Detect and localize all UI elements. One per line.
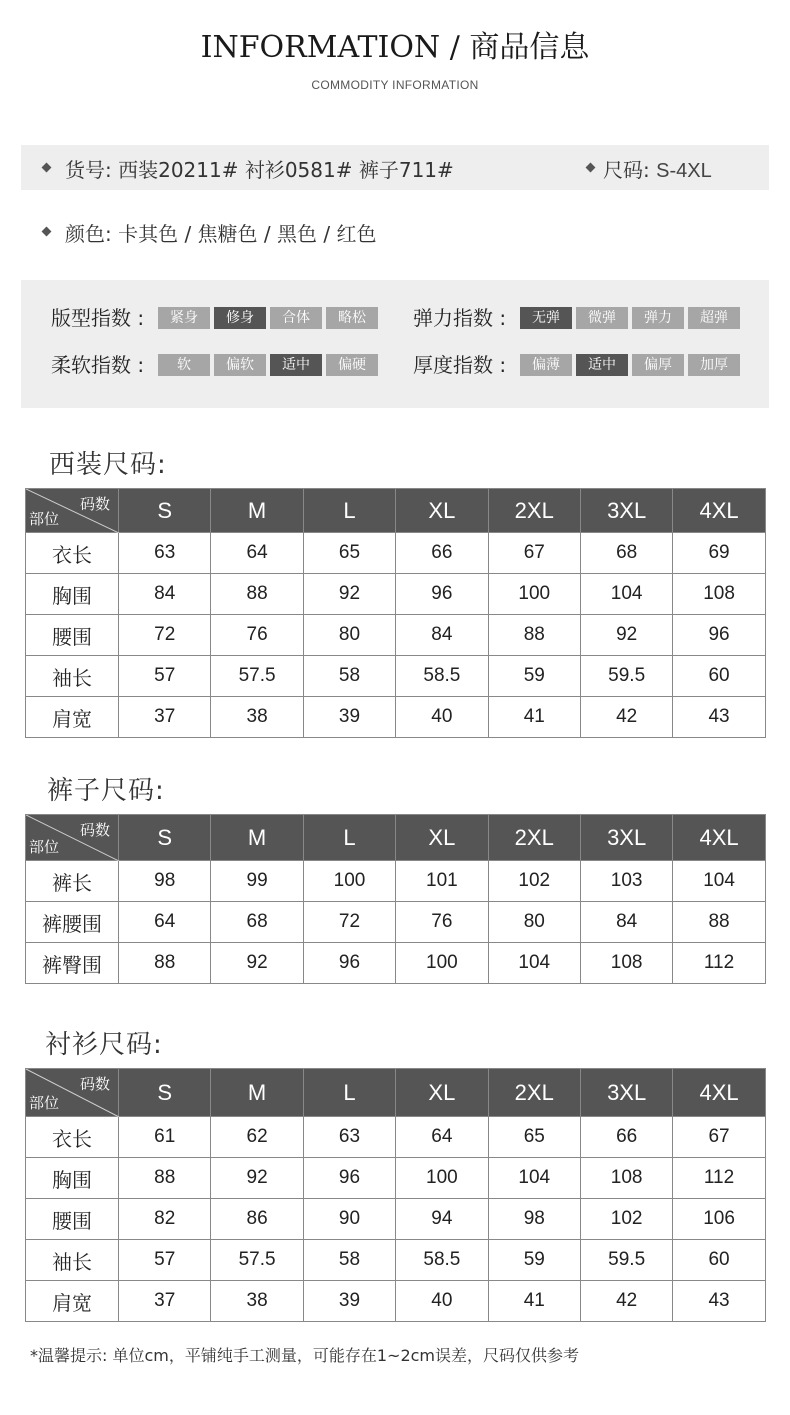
size-header-cell: 3XL [580, 1069, 672, 1117]
suit-size-title: 西装尺码: [49, 450, 167, 480]
table-cell: 65 [303, 533, 395, 574]
size-header-cell: 4XL [673, 489, 765, 533]
table-cell: 82 [119, 1199, 211, 1240]
row-part-label: 袖长 [26, 656, 119, 697]
size-header-cell: 2XL [488, 489, 580, 533]
size-header-cell: S [119, 489, 211, 533]
table-cell: 40 [396, 697, 488, 738]
table-cell: 59 [488, 656, 580, 697]
table-cell: 100 [303, 861, 395, 902]
table-cell: 86 [211, 1199, 303, 1240]
size-header-cell: L [303, 1069, 395, 1117]
size-header-cell: 2XL [488, 1069, 580, 1117]
shirt-size-title: 衬衫尺码: [45, 1030, 163, 1060]
corner-part-label: 部位 [29, 838, 60, 856]
table-row [26, 1281, 766, 1322]
table-row [26, 902, 766, 943]
table-cell: 99 [211, 861, 303, 902]
suit-size-table [25, 488, 766, 738]
table-cell: 112 [673, 1158, 765, 1199]
table-cell: 88 [211, 574, 303, 615]
table-cell: 64 [396, 1117, 488, 1158]
index-label: 柔软指数 : [51, 353, 145, 377]
page-header [0, 22, 790, 92]
table-cell: 68 [580, 533, 672, 574]
size-header-cell: XL [396, 815, 488, 861]
table-cell: 108 [580, 943, 672, 984]
table-cell: 80 [303, 615, 395, 656]
table-cell: 59 [488, 1240, 580, 1281]
table-cell: 92 [211, 1158, 303, 1199]
index-option-chip: 加厚 [688, 354, 740, 376]
row-part-label: 衣长 [26, 1117, 119, 1158]
table-cell: 66 [396, 533, 488, 574]
table-cell: 63 [303, 1117, 395, 1158]
size-header-cell: L [303, 815, 395, 861]
table-cell: 42 [580, 697, 672, 738]
table-cell: 88 [673, 902, 765, 943]
table-cell: 65 [488, 1117, 580, 1158]
size-header-cell: 2XL [488, 815, 580, 861]
index-option-chip: 弹力 [632, 307, 684, 329]
table-cell: 76 [211, 615, 303, 656]
corner-part-label: 部位 [29, 510, 60, 528]
table-cell: 76 [396, 902, 488, 943]
table-cell: 102 [488, 861, 580, 902]
size-header-cell: 4XL [673, 815, 765, 861]
corner-part-label: 部位 [29, 1094, 60, 1112]
table-cell: 62 [211, 1117, 303, 1158]
table-cell: 103 [580, 861, 672, 902]
index-option-chip: 略松 [326, 307, 378, 329]
diamond-bullet-icon [586, 163, 596, 173]
table-cell: 104 [488, 943, 580, 984]
table-cell: 101 [396, 861, 488, 902]
table-row [26, 533, 766, 574]
row-part-label: 腰围 [26, 1199, 119, 1240]
item-number: 货号: 西装20211# 衬衫0581# 裤子711# [65, 158, 454, 182]
table-cell: 68 [211, 902, 303, 943]
size-header-cell: M [211, 815, 303, 861]
table-row [26, 697, 766, 738]
table-cell: 108 [580, 1158, 672, 1199]
index-option-chip: 修身 [214, 307, 266, 329]
index-option-chip: 无弹 [520, 307, 572, 329]
index-label: 版型指数 : [51, 306, 145, 330]
fabric-index-panel [21, 280, 769, 408]
index-option-chip: 适中 [270, 354, 322, 376]
table-cell: 60 [673, 656, 765, 697]
table-cell: 94 [396, 1199, 488, 1240]
size-header-cell: XL [396, 1069, 488, 1117]
table-cell: 84 [396, 615, 488, 656]
table-cell: 39 [303, 697, 395, 738]
size-header-row [26, 815, 766, 861]
table-row [26, 1199, 766, 1240]
table-cell: 92 [211, 943, 303, 984]
row-part-label: 胸围 [26, 574, 119, 615]
diamond-bullet-icon [42, 227, 52, 237]
table-cell: 58.5 [396, 1240, 488, 1281]
index-option-chip: 紧身 [158, 307, 210, 329]
size-range-value: S-4XL [656, 160, 712, 182]
table-cell: 58.5 [396, 656, 488, 697]
table-cell: 41 [488, 1281, 580, 1322]
table-cell: 64 [211, 533, 303, 574]
index-option-chip: 偏薄 [520, 354, 572, 376]
row-part-label: 裤腰围 [26, 902, 119, 943]
table-cell: 84 [119, 574, 211, 615]
row-part-label: 胸围 [26, 1158, 119, 1199]
table-cell: 104 [488, 1158, 580, 1199]
table-cell: 39 [303, 1281, 395, 1322]
size-header-cell: L [303, 489, 395, 533]
table-cell: 112 [673, 943, 765, 984]
table-cell: 84 [580, 902, 672, 943]
table-cell: 42 [580, 1281, 672, 1322]
table-cell: 60 [673, 1240, 765, 1281]
table-cell: 67 [488, 533, 580, 574]
table-cell: 61 [119, 1117, 211, 1158]
table-cell: 90 [303, 1199, 395, 1240]
table-cell: 100 [396, 943, 488, 984]
diamond-bullet-icon [42, 163, 52, 173]
table-cell: 59.5 [580, 656, 672, 697]
table-cell: 104 [673, 861, 765, 902]
table-cell: 92 [303, 574, 395, 615]
table-cell: 88 [488, 615, 580, 656]
row-part-label: 肩宽 [26, 1281, 119, 1322]
index-option-chip: 软 [158, 354, 210, 376]
table-cell: 63 [119, 533, 211, 574]
table-row [26, 1240, 766, 1281]
size-header-cell: M [211, 489, 303, 533]
table-cell: 38 [211, 1281, 303, 1322]
measurement-note: *温馨提示: 单位cm，平铺纯手工测量，可能存在1~2cm误差，尺码仅供参考 [30, 1346, 580, 1365]
table-cell: 100 [488, 574, 580, 615]
row-part-label: 衣长 [26, 533, 119, 574]
table-row [26, 861, 766, 902]
table-cell: 98 [488, 1199, 580, 1240]
table-cell: 98 [119, 861, 211, 902]
table-cell: 43 [673, 1281, 765, 1322]
index-option-chip: 偏软 [214, 354, 266, 376]
table-cell: 108 [673, 574, 765, 615]
table-cell: 57 [119, 656, 211, 697]
row-part-label: 裤臀围 [26, 943, 119, 984]
index-option-chip: 合体 [270, 307, 322, 329]
table-cell: 100 [396, 1158, 488, 1199]
corner-header-cell [26, 815, 119, 861]
index-label: 厚度指数 : [413, 353, 507, 377]
table-cell: 59.5 [580, 1240, 672, 1281]
table-cell: 58 [303, 656, 395, 697]
size-header-cell: S [119, 1069, 211, 1117]
table-cell: 104 [580, 574, 672, 615]
size-header-cell: 4XL [673, 1069, 765, 1117]
table-row [26, 656, 766, 697]
corner-header-cell [26, 1069, 119, 1117]
row-part-label: 腰围 [26, 615, 119, 656]
table-cell: 88 [119, 1158, 211, 1199]
table-cell: 58 [303, 1240, 395, 1281]
size-range [603, 154, 712, 183]
corner-size-label: 码数 [79, 1075, 110, 1093]
table-cell: 96 [303, 943, 395, 984]
table-cell: 40 [396, 1281, 488, 1322]
pants-size-table [25, 814, 766, 984]
index-option-chip: 适中 [576, 354, 628, 376]
table-cell: 92 [580, 615, 672, 656]
table-row [26, 574, 766, 615]
corner-size-label: 码数 [79, 495, 110, 513]
size-header-row [26, 1069, 766, 1117]
table-cell: 88 [119, 943, 211, 984]
table-row [26, 615, 766, 656]
table-cell: 72 [303, 902, 395, 943]
size-range-label: 尺码: [603, 158, 657, 182]
index-label: 弹力指数 : [413, 306, 507, 330]
index-option-chip: 偏硬 [326, 354, 378, 376]
table-row [26, 943, 766, 984]
table-row [26, 1158, 766, 1199]
corner-header-cell [26, 489, 119, 533]
table-row [26, 1117, 766, 1158]
table-cell: 57.5 [211, 656, 303, 697]
item-info-bar [21, 145, 769, 190]
page-subtitle: COMMODITY INFORMATION [311, 78, 479, 92]
size-header-row [26, 489, 766, 533]
shirt-size-table [25, 1068, 766, 1322]
table-cell: 106 [673, 1199, 765, 1240]
index-option-chip: 偏厚 [632, 354, 684, 376]
index-option-chip: 超弹 [688, 307, 740, 329]
table-cell: 57.5 [211, 1240, 303, 1281]
table-cell: 69 [673, 533, 765, 574]
pants-size-title: 裤子尺码: [47, 776, 165, 806]
table-cell: 38 [211, 697, 303, 738]
row-part-label: 袖长 [26, 1240, 119, 1281]
table-cell: 37 [119, 697, 211, 738]
table-cell: 64 [119, 902, 211, 943]
table-cell: 96 [396, 574, 488, 615]
row-part-label: 裤长 [26, 861, 119, 902]
table-cell: 96 [673, 615, 765, 656]
size-header-cell: XL [396, 489, 488, 533]
table-cell: 80 [488, 902, 580, 943]
size-header-cell: 3XL [580, 489, 672, 533]
table-cell: 57 [119, 1240, 211, 1281]
size-header-cell: 3XL [580, 815, 672, 861]
table-cell: 96 [303, 1158, 395, 1199]
size-header-cell: M [211, 1069, 303, 1117]
table-cell: 43 [673, 697, 765, 738]
corner-size-label: 码数 [79, 821, 110, 839]
size-header-cell: S [119, 815, 211, 861]
table-cell: 37 [119, 1281, 211, 1322]
index-option-chip: 微弹 [576, 307, 628, 329]
table-cell: 67 [673, 1117, 765, 1158]
page-title: INFORMATION / 商品信息 [200, 30, 590, 65]
table-cell: 72 [119, 615, 211, 656]
table-cell: 66 [580, 1117, 672, 1158]
table-cell: 102 [580, 1199, 672, 1240]
color-options: 颜色: 卡其色 / 焦糖色 / 黑色 / 红色 [65, 222, 377, 246]
row-part-label: 肩宽 [26, 697, 119, 738]
table-cell: 41 [488, 697, 580, 738]
